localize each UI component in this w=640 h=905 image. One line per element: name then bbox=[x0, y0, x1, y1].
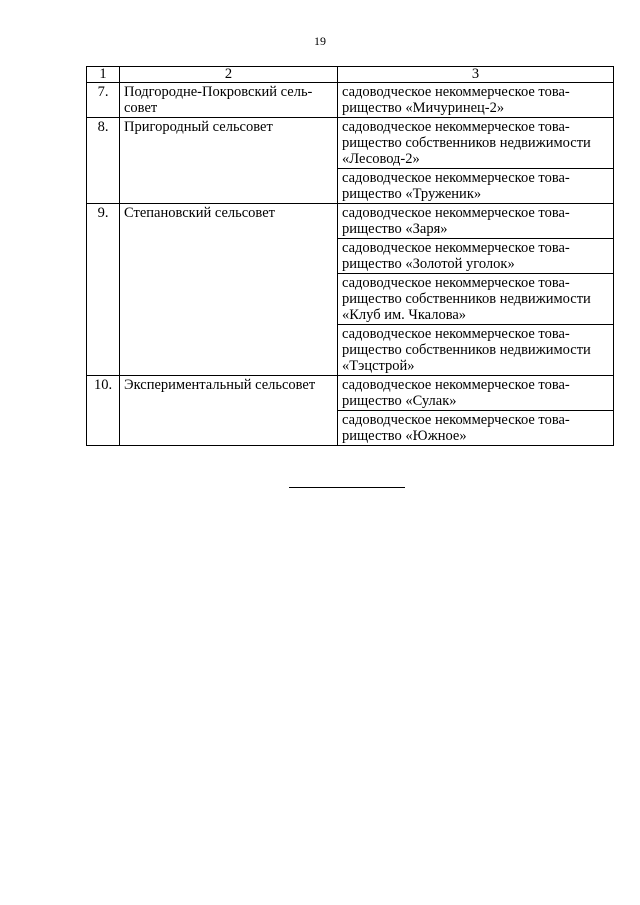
organization-name-line: садоводческое некоммерческое това- bbox=[342, 119, 570, 135]
organization-name-line: рищество «Сулак» bbox=[342, 393, 457, 409]
settlement-name-line: Экспериментальный сельсовет bbox=[124, 377, 316, 393]
organization-name bbox=[338, 118, 614, 169]
organization-name bbox=[338, 325, 614, 376]
settlement-name-line: Степановский сельсовет bbox=[124, 205, 275, 221]
organization-name-line: рищество «Труженик» bbox=[342, 186, 482, 202]
settlement-name-line: Пригородный сельсовет bbox=[124, 119, 273, 135]
organization-name bbox=[338, 83, 614, 118]
organization-name bbox=[338, 274, 614, 325]
organization-name-line: садоводческое некоммерческое това- bbox=[342, 84, 570, 100]
organization-name-line: садоводческое некоммерческое това- bbox=[342, 240, 570, 256]
organization-name-line: рищество собственников недвижимости bbox=[342, 342, 591, 358]
table-row bbox=[87, 204, 614, 239]
settlement-name-line: совет bbox=[124, 100, 158, 116]
organization-name bbox=[338, 169, 614, 204]
column-header-3: 3 bbox=[338, 67, 614, 83]
table-row bbox=[87, 118, 614, 169]
table-row bbox=[87, 83, 614, 118]
row-number: 7. bbox=[87, 83, 120, 118]
organization-name bbox=[338, 376, 614, 411]
table-body bbox=[87, 83, 614, 446]
table-row bbox=[87, 376, 614, 411]
organization-name-line: рищество собственников недвижимости bbox=[342, 135, 591, 151]
settlements-table bbox=[86, 66, 614, 446]
row-number: 9. bbox=[87, 204, 120, 376]
settlement-name bbox=[120, 376, 338, 446]
settlement-name bbox=[120, 118, 338, 204]
column-header-1: 1 bbox=[87, 67, 120, 83]
settlement-name bbox=[120, 83, 338, 118]
organization-name bbox=[338, 204, 614, 239]
organization-name-line: «Тэцстрой» bbox=[342, 358, 415, 374]
page-number: 19 bbox=[314, 34, 326, 48]
organization-name-line: рищество «Золотой уголок» bbox=[342, 256, 515, 272]
table-header-row bbox=[87, 67, 614, 83]
organization-name-line: садоводческое некоммерческое това- bbox=[342, 275, 570, 291]
organization-name-line: рищество «Южное» bbox=[342, 428, 467, 444]
row-number: 8. bbox=[87, 118, 120, 204]
organization-name-line: рищество «Заря» bbox=[342, 221, 448, 237]
organization-name-line: садоводческое некоммерческое това- bbox=[342, 326, 570, 342]
organization-name-line: рищество собственников недвижимости bbox=[342, 291, 591, 307]
organization-name-line: садоводческое некоммерческое това- bbox=[342, 170, 570, 186]
organization-name-line: садоводческое некоммерческое това- bbox=[342, 412, 570, 428]
settlement-name-line: Подгородне-Покровский сель- bbox=[124, 84, 313, 100]
column-header-2: 2 bbox=[120, 67, 338, 83]
organization-name-line: «Лесовод-2» bbox=[342, 151, 420, 167]
organization-name-line: рищество «Мичуринец-2» bbox=[342, 100, 505, 116]
organization-name-line: садоводческое некоммерческое това- bbox=[342, 205, 570, 221]
organization-name bbox=[338, 239, 614, 274]
settlement-name bbox=[120, 204, 338, 376]
organization-name bbox=[338, 411, 614, 446]
row-number: 10. bbox=[87, 376, 120, 446]
organization-name-line: садоводческое некоммерческое това- bbox=[342, 377, 570, 393]
organization-name-line: «Клуб им. Чкалова» bbox=[342, 307, 467, 323]
end-of-table-rule bbox=[289, 487, 405, 488]
